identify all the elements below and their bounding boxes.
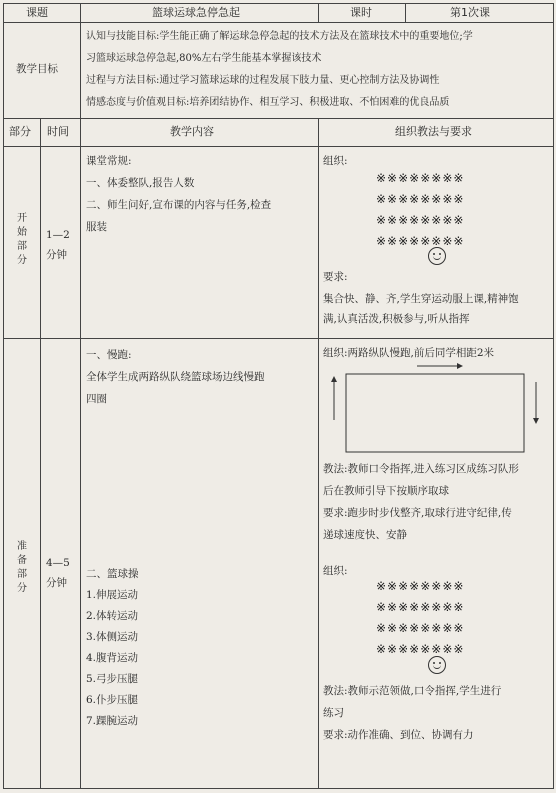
run-method-line: 要求:跑步时步伐整齐,取球行进守纪律,传 — [323, 507, 512, 519]
column-part: 部分 — [9, 125, 31, 138]
run-line: 四圈 — [86, 393, 107, 405]
formation-row: ※※※※※※※※ — [376, 600, 465, 614]
section2-time-unit: 分钟 — [46, 577, 67, 589]
running-route-diagram — [322, 362, 552, 462]
section1-content-line: 二、师生问好,宣布课的内容与任务,检查 — [86, 199, 272, 211]
section-border — [3, 338, 554, 339]
topic-title: 篮球运球急停急起 — [152, 6, 240, 19]
formation-row: ※※※※※※※※ — [376, 621, 465, 635]
exercise-item: 3.体侧运动 — [86, 631, 139, 643]
top-arrow-head — [457, 363, 463, 369]
objectives-label: 教学目标 — [16, 63, 58, 75]
run-method-line: 递球速度快、安静 — [323, 529, 407, 541]
run-line: 全体学生成两路纵队绕篮球场边线慢跑 — [86, 371, 265, 383]
right-arrow-head — [533, 418, 539, 424]
time-content-divider — [80, 118, 81, 789]
teacher-smiley-icon — [428, 247, 446, 265]
section1-org-label: 组织: — [323, 155, 348, 167]
section2-part: 准备部分 — [17, 541, 27, 594]
table-bottom-border — [3, 788, 554, 789]
content-method-divider — [318, 118, 319, 789]
right-border — [553, 3, 554, 789]
teacher-smiley-icon — [428, 656, 446, 674]
route-rectangle — [346, 374, 524, 452]
header-divider-1 — [318, 3, 319, 23]
exercise-item: 5.弓步压腿 — [86, 673, 139, 685]
section1-part: 开始部分 — [17, 213, 27, 266]
left-arrow-head — [331, 376, 337, 382]
section1-req-line: 集合快、静、齐,学生穿运动服上课,精神饱 — [323, 293, 519, 305]
column-content: 教学内容 — [170, 125, 214, 138]
left-border — [3, 3, 4, 789]
section1-content-line: 一、体委整队,报告人数 — [86, 177, 195, 189]
section1-req-line: 满,认真活泼,积极参与,听从指挥 — [323, 313, 470, 325]
ex-method-line: 教法:教师示范领做,口令指挥,学生进行 — [323, 685, 502, 697]
exercise-title: 二、篮球操 — [86, 568, 139, 580]
column-method: 组织教法与要求 — [395, 125, 472, 138]
section1-req-label: 要求: — [323, 271, 348, 283]
objective-line: 过程与方法目标:通过学习篮球运球的过程发展下肢力量、更心控制方法及协调性 — [86, 75, 440, 86]
hours-label: 课时 — [350, 6, 372, 19]
formation-row: ※※※※※※※※ — [376, 579, 465, 593]
ex-method-line: 要求:动作准确、到位、协调有力 — [323, 729, 474, 741]
exercise-item: 4.腹背运动 — [86, 652, 139, 664]
part-time-divider — [40, 118, 41, 789]
section1-content-line: 课堂常规: — [86, 155, 132, 167]
lesson-number: 第1次课 — [450, 6, 490, 19]
section1-content-line: 服装 — [86, 221, 107, 233]
formation-row: ※※※※※※※※ — [376, 642, 465, 656]
objective-line: 习篮球运球急停急起,80%左右学生能基本掌握该技术 — [86, 53, 322, 64]
objective-line: 情感态度与价值观目标:培养团结协作、相互学习、积极进取、不怕困难的优良品质 — [86, 97, 450, 108]
formation-row: ※※※※※※※※ — [376, 192, 465, 206]
ex-method-line: 练习 — [323, 707, 344, 719]
exercise-item: 7.踝腕运动 — [86, 715, 139, 727]
columns-border — [3, 146, 554, 147]
formation-row: ※※※※※※※※ — [376, 213, 465, 227]
section1-time-unit: 分钟 — [46, 249, 67, 261]
run-method-line: 教法:教师口令指挥,进入练习区成练习队形 — [323, 463, 519, 475]
column-time: 时间 — [47, 125, 69, 138]
exercise-item: 1.伸展运动 — [86, 589, 139, 601]
run-method-line: 后在教师引导下按顺序取球 — [323, 485, 449, 497]
org-run: 组织:两路纵队慢跑,前后同学相距2米 — [323, 347, 495, 359]
header-divider-2 — [405, 3, 406, 23]
run-title: 一、慢跑: — [86, 349, 132, 361]
section1-time-range: 1—2 — [46, 229, 70, 241]
exercise-item: 2.体转运动 — [86, 610, 139, 622]
section2-time-range: 4—5 — [46, 557, 70, 569]
formation-row: ※※※※※※※※ — [376, 171, 465, 185]
formation-row: ※※※※※※※※ — [376, 234, 465, 248]
section2-org-label: 组织: — [323, 565, 348, 577]
topic-label: 课题 — [26, 6, 48, 19]
objective-line: 认知与技能目标:学生能正确了解运球急停急起的技术方法及在篮球技术中的重要地位;学 — [86, 31, 473, 42]
objectives-border — [3, 118, 554, 119]
exercise-item: 6.仆步压腿 — [86, 694, 139, 706]
